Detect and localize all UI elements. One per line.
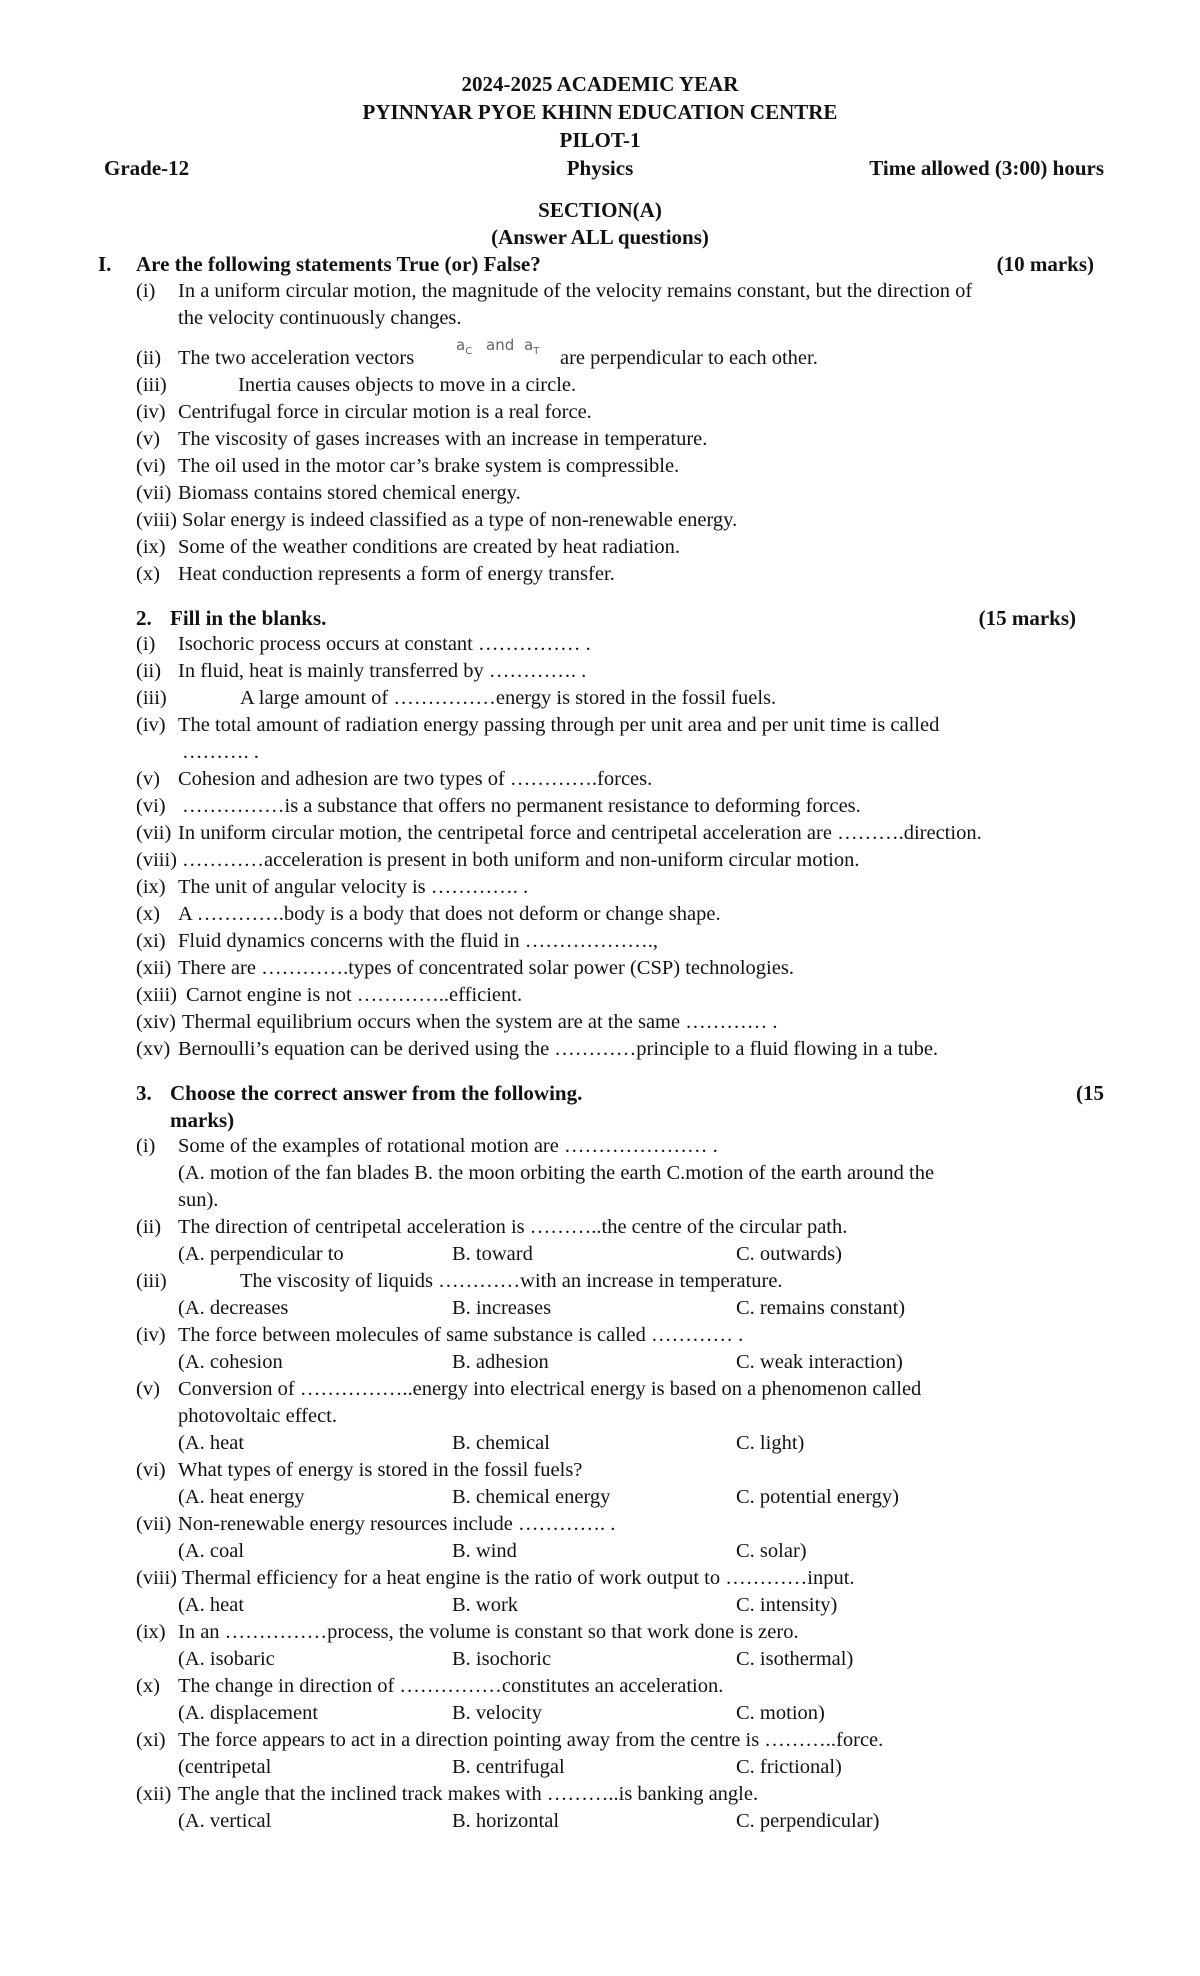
q3-marks: (15 xyxy=(1076,1081,1104,1105)
vector-ac: $a_C$ xyxy=(456,336,473,357)
q3-vii-option-a: (A. coal xyxy=(178,1540,245,1562)
q3-x-num: (x) xyxy=(136,1675,160,1697)
q1-v-num: (v) xyxy=(136,428,160,450)
q1-iii-text: Inertia causes objects to move in a circle. xyxy=(238,374,577,396)
q3-xii-option-c: C. perpendicular) xyxy=(736,1810,880,1832)
q3-v-text: Conversion of ……………..energy into electrical energy is based on a phenomenon called xyxy=(178,1378,922,1400)
q1-i-text-cont: the velocity continuously changes. xyxy=(178,307,462,329)
q2-vii-num: (vii) xyxy=(136,822,172,844)
q3-iii-text: The viscosity of liquids …………with an increase in temperature. xyxy=(240,1270,783,1292)
q1-ii-text: The two acceleration vectors xyxy=(178,347,415,369)
q2-iii-text: A large amount of ……………energy is stored in the fossil fuels. xyxy=(240,687,777,709)
q3-x-option-a: (A. displacement xyxy=(178,1702,319,1724)
q3-xi-text: The force appears to act in a direction pointing away from the centre is ………..force. xyxy=(178,1729,884,1751)
q3-iv-text: The force between molecules of same substance is called ………… . xyxy=(178,1324,744,1346)
q3-vi-option-b: B. chemical energy xyxy=(452,1486,611,1508)
q3-xi-option-b: B. centrifugal xyxy=(452,1756,565,1778)
q3-xii-option-b: B. horizontal xyxy=(452,1810,560,1832)
q2-iv-text: The total amount of radiation energy passing through per unit area and per unit time is called xyxy=(178,714,940,736)
school-name: PYINNYAR PYOE KHINN EDUCATION CENTRE xyxy=(362,100,838,124)
q3-iii-option-b: B. increases xyxy=(452,1297,552,1319)
q2-xiii-text: Carnot engine is not …………..efficient. xyxy=(186,984,523,1006)
q3-vii-num: (vii) xyxy=(136,1513,172,1535)
q3-i-num: (i) xyxy=(136,1135,156,1157)
q2-ii-text: In fluid, heat is mainly transferred by …………. . xyxy=(178,660,587,682)
q2-iv-num: (iv) xyxy=(136,714,166,736)
q2-xiv-text: Thermal equilibrium occurs when the system are at the same ………… . xyxy=(182,1011,778,1033)
q3-i-text: Some of the examples of rotational motion are ………………… . xyxy=(178,1135,718,1157)
q3-vi-text: What types of energy is stored in the fossil fuels? xyxy=(178,1459,583,1481)
time-allowed: Time allowed (3:00) hours xyxy=(869,156,1104,180)
q3-ix-option-a: (A. isobaric xyxy=(178,1648,275,1670)
q2-viii-text: …………acceleration is present in both uniform and non-uniform circular motion. xyxy=(182,849,860,871)
q1-i-text: In a uniform circular motion, the magnitude of the velocity remains constant, but the direction of xyxy=(178,280,973,302)
q1-iii-num: (iii) xyxy=(136,374,167,396)
and-word: and xyxy=(486,336,515,354)
q1-title: Are the following statements True (or) False? xyxy=(136,252,541,276)
q3-x-text: The change in direction of ……………constitutes an acceleration. xyxy=(178,1675,724,1697)
q2-title: Fill in the blanks. xyxy=(170,606,327,630)
q1-vii-num: (vii) xyxy=(136,482,172,504)
q3-v-option-b: B. chemical xyxy=(452,1432,550,1454)
q3-viii-option-b: B. work xyxy=(452,1594,519,1616)
q3-viii-num: (viii) xyxy=(136,1567,177,1589)
q2-vi-num: (vi) xyxy=(136,795,166,817)
q2-viii-num: (viii) xyxy=(136,849,177,871)
section-title: SECTION(A) xyxy=(538,198,662,222)
q3-xii-text: The angle that the inclined track makes with ………..is banking angle. xyxy=(178,1783,759,1805)
q3-marks-cont: marks) xyxy=(170,1108,235,1132)
q3-vi-option-a: (A. heat energy xyxy=(178,1486,305,1508)
academic-year: 2024-2025 ACADEMIC YEAR xyxy=(461,72,739,96)
q1-iv-text: Centrifugal force in circular motion is a real force. xyxy=(178,401,592,423)
subject-label: Physics xyxy=(566,156,634,180)
q2-xiv-num: (xiv) xyxy=(136,1011,176,1033)
q1-vi-num: (vi) xyxy=(136,455,166,477)
q3-title: Choose the correct answer from the following. xyxy=(170,1081,583,1105)
q3-i-options: (A. motion of the fan blades B. the moon orbiting the earth C.motion of the earth around the xyxy=(178,1162,935,1184)
q3-viii-option-a: (A. heat xyxy=(178,1594,245,1616)
q1-ix-num: (ix) xyxy=(136,536,166,558)
q3-vi-num: (vi) xyxy=(136,1459,166,1481)
q2-i-text: Isochoric process occurs at constant …………… . xyxy=(178,633,591,655)
q3-v-option-a: (A. heat xyxy=(178,1432,245,1454)
q2-x-num: (x) xyxy=(136,903,160,925)
q2-x-text: A ………….body is a body that does not deform or change shape. xyxy=(178,903,721,925)
q3-vii-text: Non-renewable energy resources include …………. . xyxy=(178,1513,616,1535)
q2-ix-text: The unit of angular velocity is …………. . xyxy=(178,876,529,898)
q3-v-num: (v) xyxy=(136,1378,160,1400)
q2-xi-text: Fluid dynamics concerns with the fluid in ………………., xyxy=(178,930,658,952)
q3-v-text-cont: photovoltaic effect. xyxy=(178,1405,338,1427)
q2-number: 2. xyxy=(136,606,152,630)
q1-vi-text: The oil used in the motor car’s brake system is compressible. xyxy=(178,455,680,477)
q3-ii-option-a: (A. perpendicular to xyxy=(178,1243,344,1265)
q2-xii-text: There are ………….types of concentrated solar power (CSP) technologies. xyxy=(178,957,794,979)
q3-xi-option-c: C. frictional) xyxy=(736,1756,842,1778)
q3-vi-option-c: C. potential energy) xyxy=(736,1486,900,1508)
q3-iii-num: (iii) xyxy=(136,1270,167,1292)
q3-ix-num: (ix) xyxy=(136,1621,166,1643)
q2-ii-num: (ii) xyxy=(136,660,162,682)
q2-marks: (15 marks) xyxy=(978,606,1076,630)
q2-xiii-num: (xiii) xyxy=(136,984,177,1006)
q3-vii-option-b: B. wind xyxy=(452,1540,517,1562)
vector-at: $a_T$ xyxy=(524,336,540,357)
q3-x-option-c: C. motion) xyxy=(736,1702,825,1724)
q2-xv-num: (xv) xyxy=(136,1038,171,1060)
q3-viii-text: Thermal efficiency for a heat engine is the ratio of work output to …………input. xyxy=(182,1567,855,1589)
q1-vii-text: Biomass contains stored chemical energy. xyxy=(178,482,521,504)
q2-iii-num: (iii) xyxy=(136,687,167,709)
q3-ix-option-b: B. isochoric xyxy=(452,1648,552,1670)
q1-ii-num: (ii) xyxy=(136,347,162,369)
q1-v-text: The viscosity of gases increases with an increase in temperature. xyxy=(178,428,708,450)
q3-xi-num: (xi) xyxy=(136,1729,166,1751)
q3-ii-num: (ii) xyxy=(136,1216,162,1238)
q2-vi-text: ……………is a substance that offers no permanent resistance to deforming forces. xyxy=(182,795,861,817)
q2-ix-num: (ix) xyxy=(136,876,166,898)
q3-iv-option-a: (A. cohesion xyxy=(178,1351,283,1373)
q2-iv-text-cont: ………. . xyxy=(182,741,259,763)
q3-ii-text: The direction of centripetal acceleration is ………..the centre of the circular path. xyxy=(178,1216,848,1238)
q1-i-num: (i) xyxy=(136,280,156,302)
q3-xi-option-a: (centripetal xyxy=(178,1756,272,1778)
q3-i-options-cont: sun). xyxy=(178,1189,219,1211)
q3-ix-option-c: C. isothermal) xyxy=(736,1648,854,1670)
q2-v-num: (v) xyxy=(136,768,160,790)
q3-x-option-b: B. velocity xyxy=(452,1702,542,1724)
q1-number: I. xyxy=(98,252,112,276)
q3-v-option-c: C. light) xyxy=(736,1432,805,1454)
q3-iv-option-b: B. adhesion xyxy=(452,1351,549,1373)
q3-ii-option-c: C. outwards) xyxy=(736,1243,842,1265)
q3-vii-option-c: C. solar) xyxy=(736,1540,807,1562)
q3-xii-num: (xii) xyxy=(136,1783,172,1805)
q1-ii-text-end: are perpendicular to each other. xyxy=(560,347,818,369)
q1-x-num: (x) xyxy=(136,563,160,585)
grade-label: Grade-12 xyxy=(104,156,190,180)
q1-viii-text: Solar energy is indeed classified as a type of non-renewable energy. xyxy=(182,509,738,531)
q3-iii-option-c: C. remains constant) xyxy=(736,1297,906,1319)
q3-viii-option-c: C. intensity) xyxy=(736,1594,838,1616)
q3-iv-num: (iv) xyxy=(136,1324,166,1346)
q2-xii-num: (xii) xyxy=(136,957,172,979)
q1-viii-num: (viii) xyxy=(136,509,177,531)
q1-iv-num: (iv) xyxy=(136,401,166,423)
q3-iii-option-a: (A. decreases xyxy=(178,1297,289,1319)
q3-iv-option-c: C. weak interaction) xyxy=(736,1351,903,1373)
q1-ix-text: Some of the weather conditions are created by heat radiation. xyxy=(178,536,681,558)
pilot-label: PILOT-1 xyxy=(559,128,641,152)
q3-ix-text: In an ……………process, the volume is constant so that work done is zero. xyxy=(178,1621,799,1643)
q3-number: 3. xyxy=(136,1081,152,1105)
q3-xii-option-a: (A. vertical xyxy=(178,1810,272,1832)
q2-v-text: Cohesion and adhesion are two types of ………….forces. xyxy=(178,768,653,790)
q1-x-text: Heat conduction represents a form of energy transfer. xyxy=(178,563,615,585)
q1-marks: (10 marks) xyxy=(996,252,1094,276)
section-note: (Answer ALL questions) xyxy=(491,225,709,249)
q2-xi-num: (xi) xyxy=(136,930,166,952)
q3-ii-option-b: B. toward xyxy=(452,1243,533,1265)
q2-xv-text: Bernoulli’s equation can be derived using the …………principle to a fluid flowing in a tube. xyxy=(178,1038,939,1060)
q2-i-num: (i) xyxy=(136,633,156,655)
q2-vii-text: In uniform circular motion, the centripetal force and centripetal acceleration are ……….direction. xyxy=(178,822,982,844)
